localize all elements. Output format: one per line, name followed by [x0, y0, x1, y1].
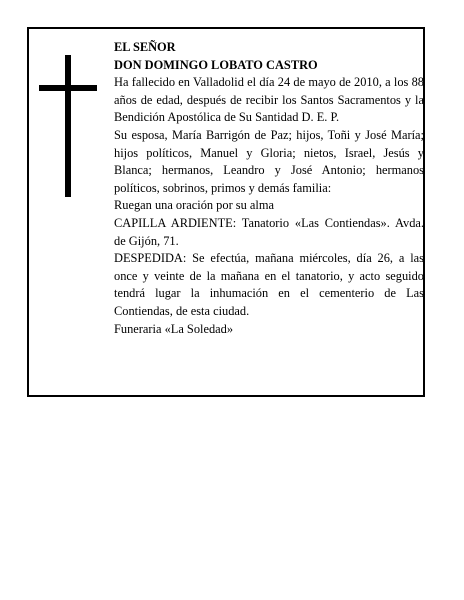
funeral-home: Funeraria «La Soledad» [114, 321, 234, 336]
farewell-info: DESPEDIDA: Se efectúa, mañana miércoles, día 26, a las once y veinte de la mañana en el tanatorio, y acto seguido tendrá lugar la inhumación en el cementerio de Las Contiendas, de esta ciudad. [114, 251, 424, 318]
death-announcement: Ha fallecido en Valladolid el día 24 de mayo de 2010, a los 88 años de edad, después de recibir los Santos Sacramentos y la Bendición Apostólica de Su Santidad D. E. P. [114, 75, 424, 125]
family-list: Su esposa, María Barrigón de Paz; hijos, Toñi y José María; hijos políticos, Manuel y Gloria; nietos, Israel, Jesús y Blanca; hermanos, Leandro y José Antonio; hermanos políticos, sobrinos, primos y demás familia: [114, 127, 424, 195]
obituary-text-block [114, 39, 424, 338]
deceased-name: DON DOMINGO LOBATO CASTRO [114, 57, 318, 72]
prayer-request: Ruegan una oración por su alma [114, 198, 274, 213]
cross-horizontal-bar [39, 85, 97, 91]
chapel-info: CAPILLA ARDIENTE: Tanatorio «Las Contiendas». Avda. de Gijón, 71. [114, 215, 424, 248]
cross-vertical-bar [65, 55, 71, 197]
notice-title: EL SEÑOR [114, 40, 176, 54]
cross-icon [39, 55, 97, 197]
